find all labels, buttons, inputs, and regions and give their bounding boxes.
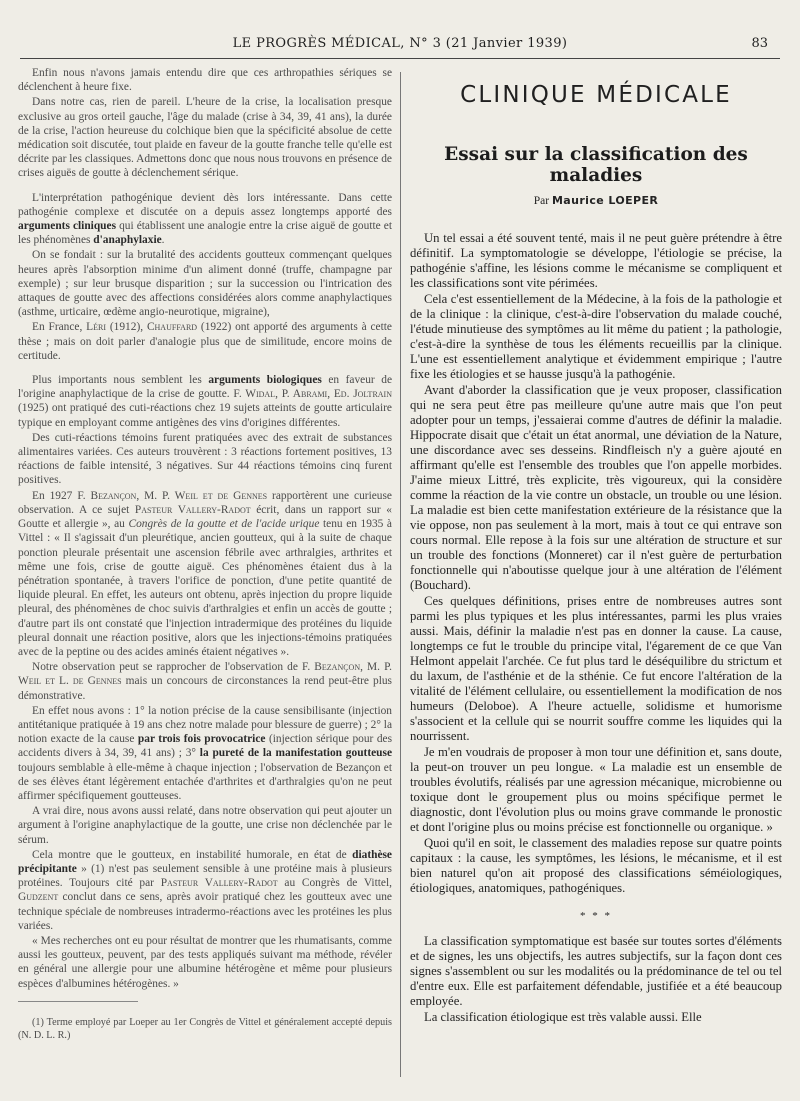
page-number: 83 xyxy=(751,36,768,51)
author-name: Pasteur Vallery-Radot xyxy=(160,877,278,890)
bold-term: d'anaphylaxie xyxy=(93,234,162,247)
paragraph: Je m'en voudrais de proposer à mon tour une définition et, sans doute, la peut-on trouver un peu longue. « La maladie est un ensemble de troubles évolutifs, réalisés par une agression mécanique, microbienne ou toxique dont le groupement plus ou moins spécifique permet le diagnostic, dont l'évolution plus ou moins grave commande le pronostic et dont l'origine plus ou moins précise est fonctionnelle ou organique. » xyxy=(410,745,782,834)
byline-prefix: Par xyxy=(533,195,550,207)
text-run: qui établissent une analogie entre la crise aiguë de goutte et les phénomènes xyxy=(18,220,392,247)
author-name: Maurice LOEPER xyxy=(551,194,659,207)
paragraph: La classification symptomatique est basée sur toutes sortes d'éléments et de signes, les uns objectifs, les autres subjectifs, sur la façon dont ces signes s'assemblent ou sur les modalités ou la prédominance de tel ou tel d'entre eux. Elle est parfaitement défendable, justifiée et a été beaucoup employée. xyxy=(410,934,782,1008)
paragraph: Un tel essai a été souvent tenté, mais il ne peut guère prétendre à être définitif. La symptomatologie se développe, l'étiologie se précise, la pathogénie s'affine, les lésions comme le mécanisme se compliquent et les classifications sont vite périmées. xyxy=(410,231,782,290)
paragraph: Ces quelques définitions, prises entre de nombreuses autres sont parmi les plus typiques et les plus intéressantes, parmi les plus vraies aussi. Mais, définir la maladie n'est pas en donner la cause. La cause, longtemps ce fut le trouble du principe vital, l'égarement de ce que Van Helmont appelait l'archée. Ce fut plus tard le déséquilibre du strictum et du laxum, de l'asthénie et de la sthénie. Ce fut encore l'altération de la vitalité de l'élément cellulaire, ou essentiellement la modification de nos humeurs (Deloboe). A l'heure actuelle, solidisme et humorisme s'associent et la cellule qui se nourrit souffre comme les liquides qui la nourrissent. xyxy=(410,594,782,743)
paragraph: Cela c'est essentiellement de la Médecine, à la fois de la pathologie et de la clinique : la clinique, c'est-à-dire l'observation du malade couché, l'étude minutieuse des symptômes au lit même du patient ; la pathologie, c'est-à-dire la synthèse de tous les éléments recueillis par la clinique. L'une est essentiellement analytique et évidemment empirique ; l'autre fixe les étiologies et se hausse jusqu'à la pathogénie. xyxy=(410,292,782,381)
header-rule xyxy=(20,58,780,59)
paragraph xyxy=(18,320,392,363)
paragraph: Avant d'aborder la classification que je veux proposer, classification qui ne sera peut être pas meilleure qu'une autre mais que l'on peut adopter pour un temps, j'essaierai comme d'autres de définir la maladie. Hippocrate disait que c'était un état anormal, une déviation de la Nature, une discordance avec ses desseins. Rindfleisch n'y a guère ajouté en affirmant qu'elle est l'ensemble des troubles que l'on appelle morbides. J'aime mieux Littré, très explicite, très vigoureux, qui la considère comme la réaction de la vie contre un obstacle, un trouble ou une lésion. La maladie est bien cette manifestation extérieure de la résistance que la vie oppose, non pas seulement à la mort, mais à tout ce qui entrave son cours normal. Elle repose à la fois sur une altération de structure et sur un trouble des fonctions (Monneret) car il n'est guère de perturbation fonctionnelle qui n'aboutisse quelque jour à une altération de l'élément (Bouchard). xyxy=(410,383,782,592)
paragraph: « Mes recherches ont eu pour résultat de montrer que les rhumatisants, comme aussi les goutteux, peuvent, par des tests appliqués suivant ma méthode, révéler en général une allergie pour une albumine hétérogène et même pour plusieurs espèces d'albumines hétérogènes. » xyxy=(18,934,392,990)
author-name: Pasteur Vallery-Radot xyxy=(134,503,251,516)
paragraph xyxy=(18,660,392,703)
footnote-rule xyxy=(18,1001,138,1002)
left-column xyxy=(18,66,392,1043)
bold-term: arguments biologiques xyxy=(208,374,322,387)
text-run: » (1) n'est pas seulement sensible à une protéine mais à plusieurs protéines. Toujours cité par xyxy=(18,862,392,890)
paragraph xyxy=(18,373,392,430)
text-run: Plus importants nous semblent les xyxy=(32,374,209,387)
article-title: Essai sur la classification des maladies xyxy=(444,144,748,186)
text-run: écrit, dans un rapport sur « Goutte et allergie », au xyxy=(18,503,392,531)
bold-term: la pureté de la manifestation goutteuse xyxy=(199,747,392,760)
text-run: (injection sérique pour des accidents divers à 34, 39, 41 ans) ; 3° xyxy=(18,733,393,760)
paragraph xyxy=(18,704,392,803)
author-name: F. Widal, P. Abrami, Ed. Joltrain xyxy=(233,388,393,401)
text-run: (1912), xyxy=(106,321,147,334)
right-column xyxy=(410,70,782,1026)
text-run: en faveur de l'origine anaphylactique de la crise de goutte. xyxy=(18,374,392,401)
author-name: Léri xyxy=(86,321,107,334)
author-name: F. Bezançon, M. P. Weil et L. de Gennes xyxy=(18,661,392,688)
paragraph: A vrai dire, nous avons aussi relaté, dans notre observation qui peut ajouter un argument à l'origine anaphylactique de la goutte, une crise non déclenchée par le sérum. xyxy=(18,805,392,846)
text-run: rapportèrent une curieuse observation. A ce sujet xyxy=(18,489,392,516)
section-title: CLINIQUE MÉDICALE xyxy=(460,82,732,108)
paragraph xyxy=(18,489,392,659)
text-run: L'interprétation pathogénique devient dès lors intéressante. Dans cette pathogénie complexe et discutée on a depuis assez longtemps apporté des xyxy=(18,191,392,218)
section-separator: * * * xyxy=(580,910,612,922)
text-run: au Congrès de Vittel, xyxy=(277,877,392,890)
author-name: F. Bezançon, M. P. Weil et de Gennes xyxy=(77,489,268,502)
bold-term: par trois fois provocatrice xyxy=(137,733,266,746)
paragraph: Dans notre cas, rien de pareil. L'heure de la crise, la localisation presque exclusive au gros orteil gauche, l'âge du malade (crise à 34, 39, 41 ans), la durée de la crise, l'action heureuse du colchique bien que la spécificité absolue de cette médication soit discutée, tout plaide en faveur de la goutte franche telle qu'elle est décrite par les classiques. Admettons donc que nous nous trouvons en présence de crises aiguës de goutte à déclenchement sérique. xyxy=(18,96,392,180)
text-run: (1925) ont pratiqué des cuti-réactions chez 19 sujets atteints de goutte articulaire typique en employant comme antigènes des vins d'origines différentes. xyxy=(18,402,392,429)
bold-term: arguments cliniques xyxy=(18,220,116,233)
text-run: En 1927 xyxy=(32,489,78,502)
running-title: LE PROGRÈS MÉDICAL, N° 3 (21 Janvier 1939) xyxy=(232,36,568,51)
text-run: mais un concours de circonstances la rend peut-être plus démonstrative. xyxy=(18,675,392,702)
text-run: En France, xyxy=(32,321,87,334)
text-run: Cela montre que le goutteux, en instabilité humorale, en état de xyxy=(32,848,353,861)
text-run: conclut dans ce sens, après avoir pratiqué chez les goutteux avec une technique spéciale de nombreuses intradermo-réactions avec les protéines les plus variées. xyxy=(18,891,392,932)
paragraph xyxy=(18,191,392,248)
running-header xyxy=(20,36,780,56)
paragraph: Enfin nous n'avons jamais entendu dire que ces arthropathies sériques se déclenchent à heure fixe. xyxy=(18,67,392,94)
footnote: (1) Terme employé par Loeper au 1er Congrès de Vittel et généralement accepté depuis (N. D. L. R.) xyxy=(18,1016,392,1041)
text-run: Notre observation peut se rapprocher de l'observation de xyxy=(32,661,302,674)
column-divider xyxy=(400,72,401,1077)
author-name: Chauffard xyxy=(146,321,198,334)
byline xyxy=(410,194,782,207)
text-run: (1922) ont apporté des arguments à cette thèse ; mais on doit parler d'analogie plus que de similitude, encore moins de certitude. xyxy=(18,321,392,362)
paragraph xyxy=(18,848,392,933)
text-run: tenu en 1935 à Vittel : « Il s'agissait d'un pleurétique, ancien goutteux, qui à la suite de chaque ponction pleurale présentait une ascension fébrile avec arthralgies, arthrites et même une fois, crise de goutte aiguë. Ces phénomènes étaient dus à la pénétration spontanée, à travers l'orifice de ponction, d'une petite quantité de liquide pleural. En effet, les auteurs ont obtenu, après injection du propre liquide pleural, des phénomènes de choc suivis d'arthralgies et enfin un accès de goutte ; d'autre part ils ont constaté que l'injection intradermique des protéines du liquide pleural donnait une réaction positive, alors que les injections-témoins pratiquées avec de la peptine ou des acides aminés étaient négatives ». xyxy=(18,518,392,658)
italic-title: Congrès de la goutte et de l'acide urique xyxy=(128,518,320,531)
text-run: En effet nous avons : 1° la notion précise de la cause sensibilisante (injection antitétanique pratiquée à 19 ans chez notre malade pour blessure de guerre) ; 2° la notion exacte de la cause xyxy=(18,704,392,746)
author-name: Gudzent xyxy=(18,891,59,904)
bold-term: diathèse précipitante xyxy=(18,848,392,875)
paragraph: On se fondait : sur la brutalité des accidents goutteux commençant quelques heures après l'absorption minime d'un aliment donné (truffe, champagne par exemple) ; sur leur brusque disparition ; sur la succession ou l'intrication des attaques de goutte avec des affections considérées alors comme anaphylactiques (asthme, urticaire, œdème angio-neurotique, migraine), xyxy=(18,249,392,319)
paragraph: Quoi qu'il en soit, le classement des maladies repose sur quatre points capitaux : la cause, les symptômes, les lésions, le mécanisme, et il est bien naturel qu'on ait proposé des classifications séméiologiques, étiologiques, anatomiques, pathogéniques. xyxy=(410,836,782,895)
paragraph: La classification étiologique est très valable aussi. Elle xyxy=(424,1010,702,1024)
text-run: toujours semblable à elle-même à chaque injection ; l'observation de Bezançon et de ses élèves étant légèrement entachée d'arthrites et d'arthralgies qu'on ne peut affirmer spécifiquement goutteuses. xyxy=(18,761,392,802)
text-run: . xyxy=(161,234,165,247)
paragraph: Des cuti-réactions témoins furent pratiquées avec des extrait de substances alimentaires variées. Ces auteurs trouvèrent : 3 réactions fortement positives, 13 réactions de faible intensité, 3 négatives. Sur 44 réactions témoins cinq furent positives. xyxy=(18,431,392,487)
